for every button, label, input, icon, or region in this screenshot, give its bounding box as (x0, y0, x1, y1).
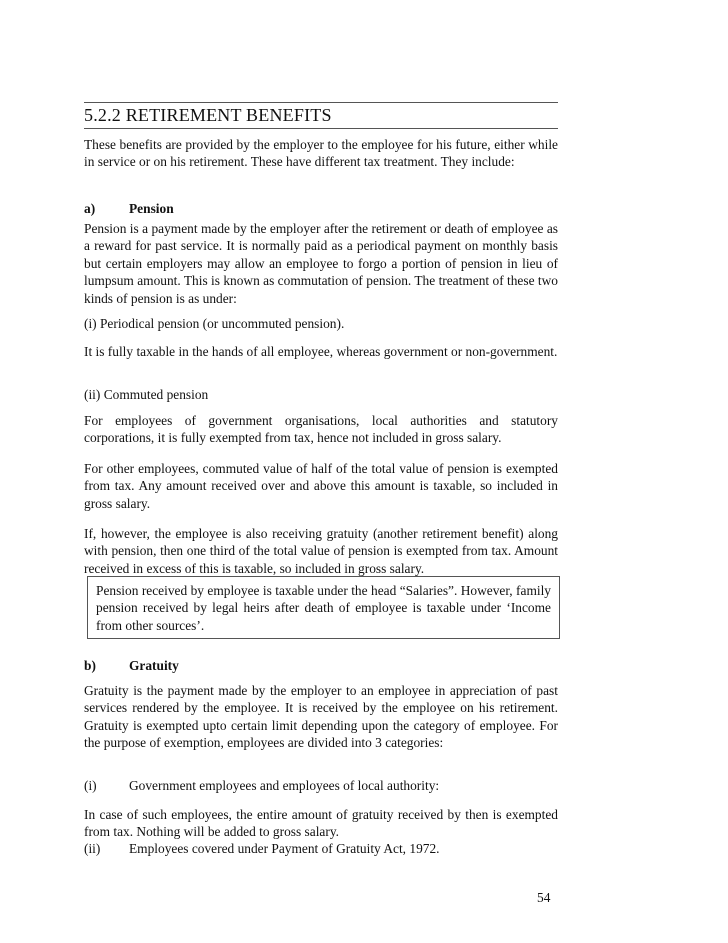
gratuity-marker: b) (84, 658, 96, 673)
gratuity-category-2 (84, 840, 440, 857)
intro-paragraph: These benefits are provided by the employer to the employee for his future, either while in service or on his retirement. These have different tax treatment. They include: (84, 137, 558, 170)
commuted-pension-label: (ii) Commuted pension (84, 387, 209, 402)
gratuity-paragraph: Gratuity is the payment made by the employer to an employee in appreciation of past services rendered by the employee. It is received by the employee on his retirement. Gratuity is exempted upto certain limit depending upon the category of employee. For the purpose of exemption, employees are divided into 3 categories: (84, 683, 558, 751)
page-number: 54 (537, 890, 551, 905)
pension-note-box: Pension received by employee is taxable under the head “Salaries”. However, family pension received by legal heirs after death of employee is taxable under ‘Income from other sources’. (87, 576, 560, 639)
pension-marker: a) (84, 201, 96, 216)
category-2-label: Employees covered under Payment of Gratuity Act, 1972. (129, 841, 440, 856)
commuted-pension-text-2: For other employees, commuted value of half of the total value of pension is exempted from tax. Any amount received over and above this amount is taxable, so included in gross salary. (84, 461, 558, 511)
commuted-pension-text-3: If, however, the employee is also receiving gratuity (another retirement benefit) along with pension, then one third of the total value of pension is exempted from tax. Amount received in excess of this is taxable, so included in gross salary. (84, 526, 558, 576)
category-2-marker: (ii) (84, 841, 101, 856)
gratuity-category-1 (84, 777, 439, 794)
periodical-pension-label: (i) Periodical pension (or uncommuted pension). (84, 316, 345, 331)
pension-heading-text: Pension (129, 201, 174, 216)
periodical-pension-text: It is fully taxable in the hands of all employee, whereas government or non-government. (84, 344, 558, 359)
category-1-text: In case of such employees, the entire amount of gratuity received by then is exempted from tax. Nothing will be added to gross salary. (84, 807, 558, 840)
category-1-marker: (i) (84, 778, 97, 793)
commuted-pension-text-1: For employees of government organisations, local authorities and statutory corporations, it is fully exempted from tax, hence not included in gross salary. (84, 413, 558, 446)
pension-paragraph: Pension is a payment made by the employer after the retirement or death of employee as a reward for past service. It is normally paid as a periodical payment on monthly basis but certain employers may allow an employee to forgo a portion of pension in lieu of lumpsum amount. This is known as commutation of pension. The treatment of these two kinds of pension is as under: (84, 221, 558, 306)
gratuity-heading (84, 657, 179, 674)
top-rule (84, 102, 558, 103)
gratuity-heading-text: Gratuity (129, 658, 179, 673)
title-underline (84, 128, 558, 129)
section-title: 5.2.2 RETIREMENT BENEFITS (84, 105, 332, 125)
pension-heading (84, 200, 174, 217)
category-1-label: Government employees and employees of local authority: (129, 778, 440, 793)
